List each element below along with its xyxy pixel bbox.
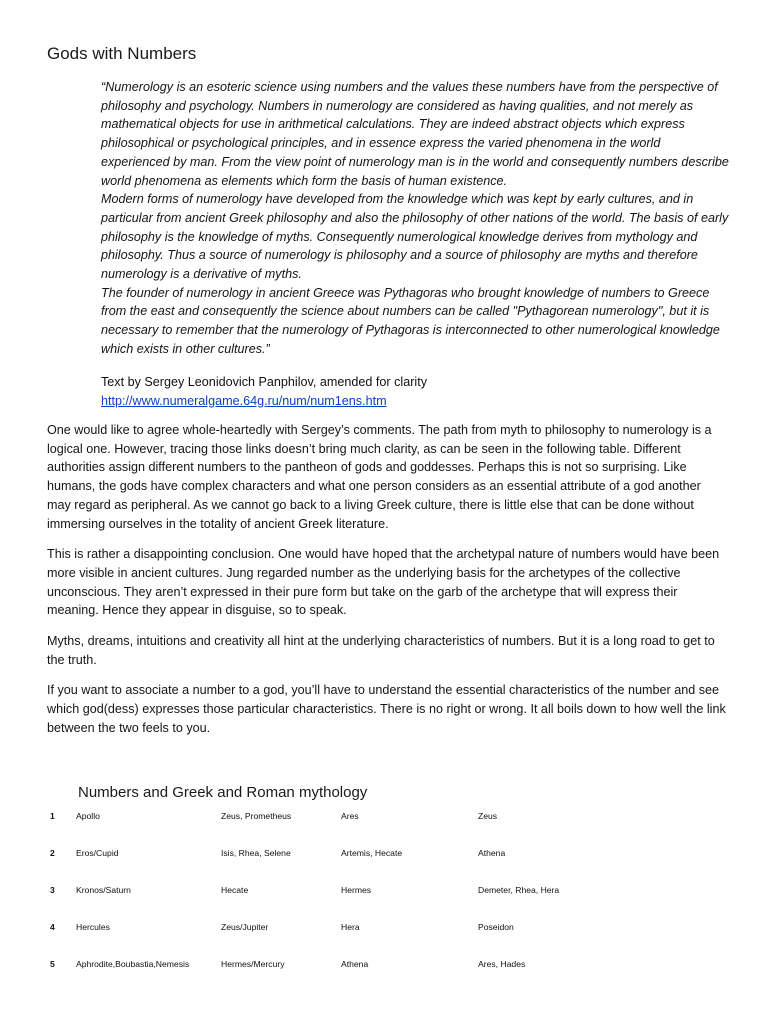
- quote-paragraph: “Numerology is an esoteric science using numbers and the values these numbers have from the perspective of philosophy and psychology. Numbers in numerology are considered as having qualities, and not merely as mathematical objects for use in arithmetical calculations. They are indeed abstract objects which express philosophical or psychological principles, and in essence express the varied phenomena in the world experienced by man. From the view point of numerology man is in the world and consequently numbers describe world phenomena as elements which form the basis of human existence.: [101, 80, 729, 188]
- table-cell: Athena: [478, 848, 506, 858]
- table-cell: Ares: [341, 811, 359, 821]
- table-cell: Demeter, Rhea, Hera: [478, 885, 560, 895]
- quote-paragraph: The founder of numerology in ancient Greece was Pythagoras who brought knowledge of numbers to Greece from the east and consequently the science about numbers can be called "Pythagorean numerology", but it is necessary to remember that the numerology of Pythagoras is interconnected to other numerological knowledge which exists in other cultures.”: [101, 285, 720, 356]
- table-cell: Ares, Hades: [478, 959, 526, 969]
- table-cell: Apollo: [76, 811, 100, 821]
- table-cell: Hermes: [341, 885, 372, 895]
- table-cell: Isis, Rhea, Selene: [221, 848, 291, 858]
- number-cell: 3: [50, 885, 55, 895]
- number-cell: 2: [50, 848, 55, 858]
- numerology-quote: [101, 78, 729, 359]
- credit-text: Text by Sergey Leonidovich Panphilov, amended for clarity: [101, 375, 427, 389]
- table-title: Numbers and Greek and Roman mythology: [78, 784, 368, 801]
- table-row: [40, 959, 618, 996]
- table-row: [40, 922, 618, 959]
- body-paragraph: One would like to agree whole-heartedly with Sergey’s comments. The path from myth to philosophy to numerology is a logical one. However, tracing those links doesn’t bring much clarity, as can be seen in the following table. Different authorities assign different numbers to the pantheon of gods and goddesses. Perhaps this is not so surprising. Like humans, the gods have complex characters and what one person considers as an essential attribute of a god another may regard as peripheral. As we cannot go back to a living Greek culture, there is little else that can be done without immersing ourselves in the totality of ancient Greek literature.: [47, 423, 712, 531]
- table-cell: Aphrodite,Boubastia,Nemesis: [76, 959, 190, 969]
- page-title: Gods with Numbers: [47, 44, 197, 63]
- quote-credit: [101, 373, 701, 410]
- table-cell: Hecate: [221, 885, 249, 895]
- table-cell: Kronos/Saturn: [76, 885, 131, 895]
- table-cell: Zeus, Prometheus: [221, 811, 292, 821]
- table-cell: Zeus/Jupiter: [221, 922, 269, 932]
- quote-paragraph: Modern forms of numerology have developed from the knowledge which was kept by early cultures, and in particular from ancient Greek philosophy and also the philosophy of other nations of the world. The basis of early philosophy is the knowledge of myths. Consequently numerological knowledge derives from mythology and philosophy. Thus a source of numerology is philosophy and a source of philosophy are myths and therefore numerology is a derivative of myths.: [101, 192, 729, 282]
- gods-numbers-table: [40, 811, 618, 996]
- number-cell: 4: [50, 922, 55, 932]
- body-paragraph: If you want to associate a number to a god, you’ll have to understand the essential characteristics of the number and see which god(dess) expresses those particular characteristics. There is no right or wrong. It all boils down to how well the link between the two feels to you.: [47, 683, 726, 735]
- table-cell: Eros/Cupid: [76, 848, 119, 858]
- number-cell: 5: [50, 959, 55, 969]
- source-link[interactable]: http://www.numeralgame.64g.ru/num/num1ens.htm: [101, 393, 387, 408]
- table-cell: Poseidon: [478, 922, 514, 932]
- table-cell: Athena: [341, 959, 369, 969]
- table-row: [40, 885, 618, 922]
- body-paragraph: Myths, dreams, intuitions and creativity all hint at the underlying characteristics of numbers. But it is a long road to get to the truth.: [47, 634, 715, 667]
- table-cell: Hera: [341, 922, 360, 932]
- body-paragraph: This is rather a disappointing conclusion. One would have hoped that the archetypal nature of numbers would have been more visible in ancient cultures. Jung regarded number as the underlying basis for the archetypes of the collective unconscious. They aren’t expressed in their pure form but take on the garb of the archetype that will express their meaning. Hence they appear in disguise, so to speak.: [47, 547, 720, 618]
- table-row: [40, 811, 618, 848]
- body-text: [47, 421, 727, 750]
- table-cell: Artemis, Hecate: [341, 848, 403, 858]
- number-cell: 1: [50, 811, 55, 821]
- table-row: [40, 848, 618, 885]
- table-cell: Hermes/Mercury: [221, 959, 285, 969]
- table-cell: Hercules: [76, 922, 110, 932]
- table-cell: Zeus: [478, 811, 498, 821]
